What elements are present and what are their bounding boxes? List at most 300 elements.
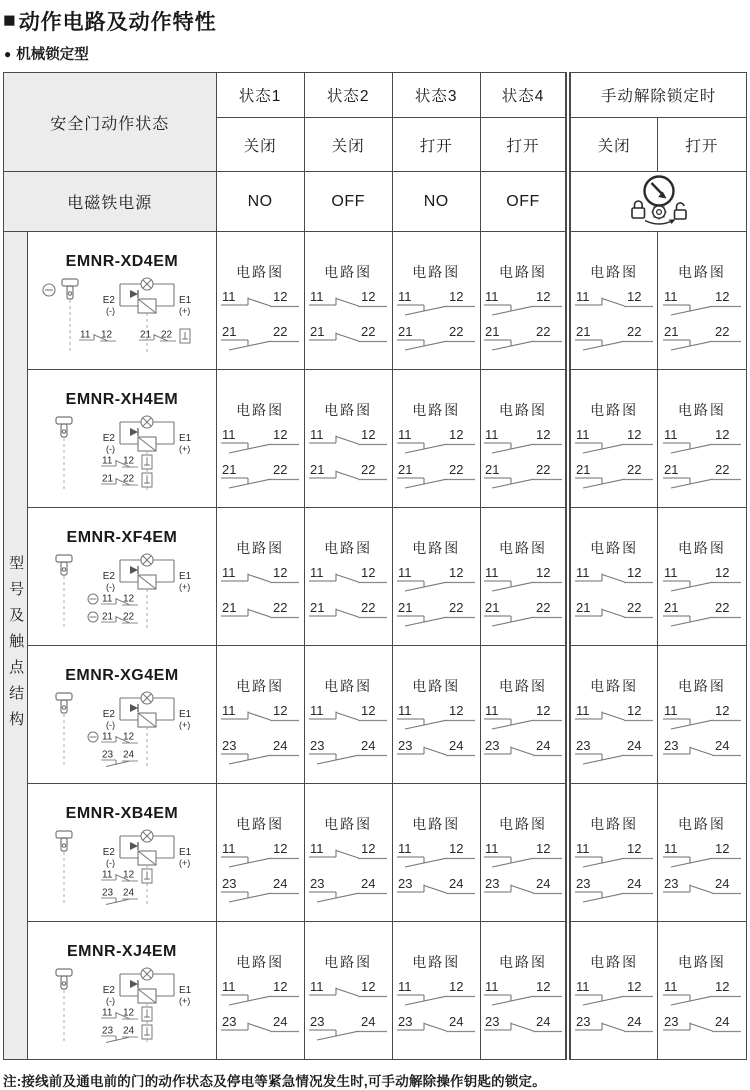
svg-text:E2: E2	[102, 709, 115, 720]
open-padlock-icon	[674, 203, 686, 219]
svg-text:11: 11	[222, 427, 236, 442]
svg-text:11: 11	[398, 703, 412, 718]
contact-diagram-23-24-open	[309, 738, 387, 768]
circuit-cell	[657, 646, 746, 784]
svg-text:24: 24	[714, 876, 730, 891]
circuit-cell	[216, 646, 304, 784]
model-name: EMNR-XD4EM	[65, 253, 179, 270]
svg-text:11: 11	[485, 289, 499, 304]
svg-text:12: 12	[361, 427, 376, 442]
contact-diagram-11-12-open	[397, 703, 475, 733]
svg-text:12: 12	[449, 703, 464, 718]
circuit-diagram-label: 电路图	[324, 816, 373, 832]
svg-text:21: 21	[222, 600, 237, 615]
svg-text:E1: E1	[178, 847, 192, 858]
model-cell	[28, 646, 216, 784]
svg-text:(+): (+)	[178, 306, 191, 316]
svg-text:21: 21	[576, 462, 591, 477]
svg-text:22: 22	[536, 462, 551, 477]
circuit-cell	[568, 508, 657, 646]
svg-text:11: 11	[576, 841, 590, 856]
contact-diagram-23-24-closed	[484, 876, 562, 906]
svg-text:21: 21	[485, 462, 500, 477]
circuit-diagram-label: 电路图	[590, 816, 639, 832]
contact-diagram-11-12-closed	[575, 703, 653, 733]
subtitle-text: 机械锁定型	[16, 47, 89, 63]
page-title-text: 动作电路及动作特性	[18, 11, 217, 34]
model-row-EMNR-XH4EM	[4, 370, 747, 508]
state-1-header: 状态1	[216, 73, 304, 118]
svg-text:21: 21	[663, 324, 679, 339]
lamp-icon	[141, 416, 153, 428]
model-name: EMNR-XJ4EM	[66, 943, 177, 960]
svg-text:11: 11	[398, 427, 412, 442]
svg-text:12: 12	[627, 427, 642, 442]
svg-text:11: 11	[576, 703, 590, 718]
contact-diagram-21-22-open	[397, 600, 475, 630]
model-row-EMNR-XG4EM	[4, 646, 747, 784]
svg-text:24: 24	[273, 738, 288, 753]
door-state-3: 打开	[392, 118, 480, 172]
svg-text:21: 21	[485, 600, 500, 615]
svg-text:21: 21	[101, 473, 114, 485]
model-schematic	[36, 825, 208, 907]
svg-text:11: 11	[398, 565, 412, 580]
model-schematic	[36, 687, 208, 769]
svg-text:E2: E2	[102, 433, 115, 444]
contact-diagram-11-12-closed	[309, 703, 387, 733]
bullet-marker: ●	[4, 46, 12, 61]
state-4-header: 状态4	[480, 73, 568, 118]
svg-text:12: 12	[122, 869, 135, 881]
contact-diagram-11-12-open	[663, 289, 741, 319]
circuit-diagram-label: 电路图	[324, 954, 373, 970]
contact-diagram-11-12-open	[221, 841, 299, 871]
svg-text:24: 24	[536, 1014, 551, 1029]
circuit-cell	[304, 646, 392, 784]
svg-text:11: 11	[310, 427, 324, 442]
circuit-diagram-label: 电路图	[677, 816, 726, 832]
circuit-diagram-label: 电路图	[590, 678, 639, 694]
svg-text:12: 12	[273, 289, 288, 304]
contact-diagram-21-22-open	[484, 462, 562, 492]
door-action-state-header: 安全门动作状态	[4, 73, 217, 172]
power-state-4: OFF	[480, 172, 568, 232]
circuit-diagram-label: 电路图	[236, 540, 285, 556]
svg-text:22: 22	[449, 462, 464, 477]
circuit-diagram-label: 电路图	[412, 954, 461, 970]
svg-text:12: 12	[714, 289, 730, 304]
contact-diagram-21-22-closed	[309, 462, 387, 492]
svg-text:22: 22	[273, 462, 288, 477]
svg-text:E2: E2	[102, 571, 115, 582]
door-state-1: 关闭	[216, 118, 304, 172]
circuit-cell	[480, 646, 568, 784]
contact-diagram-23-24-open	[309, 1014, 387, 1044]
lamp-icon	[141, 554, 153, 566]
svg-text:24: 24	[449, 876, 464, 891]
svg-text:11: 11	[101, 455, 113, 467]
svg-text:23: 23	[101, 1025, 114, 1037]
svg-text:11: 11	[485, 427, 499, 442]
svg-text:24: 24	[361, 738, 376, 753]
svg-text:21: 21	[398, 462, 413, 477]
contact-diagram-11-12-open	[397, 427, 475, 457]
contact-diagram-21-22-open	[484, 600, 562, 630]
svg-text:E2: E2	[102, 847, 115, 858]
model-name: EMNR-XH4EM	[65, 391, 179, 408]
circuit-diagram-label: 电路图	[590, 540, 639, 556]
contact-diagram-11-12-open	[397, 289, 475, 319]
circuit-diagram-label: 电路图	[590, 402, 639, 418]
contact-diagram-11-12-open	[397, 841, 475, 871]
circuit-cell	[568, 646, 657, 784]
circuit-cell	[657, 508, 746, 646]
svg-text:22: 22	[122, 611, 135, 623]
solenoid-power-row	[4, 172, 747, 232]
svg-text:(-): (-)	[105, 720, 115, 730]
contact-diagram-21-22-closed	[221, 600, 299, 630]
models-tbody	[4, 232, 747, 1060]
circuit-cell	[568, 922, 657, 1060]
contact-diagram-11-12-open	[663, 841, 741, 871]
svg-text:12: 12	[536, 427, 551, 442]
svg-text:24: 24	[361, 1014, 376, 1029]
diode-icon	[130, 980, 138, 988]
rotate-arrow-icon	[645, 221, 673, 225]
svg-text:24: 24	[536, 876, 551, 891]
contact-diagram-23-24-closed	[663, 876, 741, 906]
svg-text:12: 12	[536, 289, 551, 304]
svg-text:E1: E1	[178, 571, 192, 582]
circuit-diagram-label: 电路图	[324, 540, 373, 556]
svg-text:22: 22	[536, 324, 551, 339]
circuit-diagram-label: 电路图	[324, 402, 373, 418]
svg-text:24: 24	[449, 1014, 464, 1029]
svg-text:(-): (-)	[105, 444, 115, 454]
circuit-diagram-label: 电路图	[499, 678, 548, 694]
key-icon	[62, 279, 78, 299]
svg-text:22: 22	[627, 462, 642, 477]
circuit-diagram-label: 电路图	[236, 264, 285, 280]
contact-diagram-23-24-closed	[663, 1014, 741, 1044]
svg-text:23: 23	[310, 1014, 325, 1029]
contact-diagram-11-12-closed	[309, 841, 387, 871]
svg-text:23: 23	[663, 738, 679, 753]
svg-text:11: 11	[222, 565, 236, 580]
svg-text:23: 23	[663, 876, 679, 891]
circuit-cell	[392, 922, 480, 1060]
svg-text:24: 24	[273, 1014, 288, 1029]
contact-diagram-23-24-closed	[397, 876, 475, 906]
svg-text:22: 22	[714, 462, 730, 477]
svg-text:12: 12	[273, 841, 288, 856]
svg-text:(-): (-)	[105, 582, 115, 592]
circuit-cell	[216, 508, 304, 646]
contact-diagram-11-12-open	[663, 427, 741, 457]
contact-diagram-23-24-open	[309, 876, 387, 906]
door-state-4: 打开	[480, 118, 568, 172]
svg-text:21: 21	[398, 600, 413, 615]
svg-text:(+): (+)	[178, 996, 191, 1006]
door-state-2: 关闭	[304, 118, 392, 172]
svg-text:21: 21	[310, 600, 325, 615]
svg-text:23: 23	[222, 1014, 237, 1029]
svg-text:21: 21	[398, 324, 413, 339]
svg-text:24: 24	[273, 876, 288, 891]
contact-diagram-21-22-open	[663, 462, 741, 492]
svg-text:12: 12	[122, 455, 135, 467]
svg-text:23: 23	[576, 738, 591, 753]
contact-diagram-11-12-open	[484, 427, 562, 457]
svg-text:21: 21	[485, 324, 500, 339]
svg-text:12: 12	[273, 565, 288, 580]
model-schematic	[36, 963, 208, 1045]
circuit-diagram-label: 电路图	[236, 816, 285, 832]
contact-diagram-21-22-open	[484, 324, 562, 354]
svg-text:24: 24	[361, 876, 376, 891]
svg-text:E1: E1	[178, 295, 192, 306]
contact-diagram-23-24-open	[575, 738, 653, 768]
svg-text:22: 22	[714, 324, 730, 339]
manual-unlock-key-rotate-icon	[613, 172, 705, 226]
svg-text:11: 11	[310, 289, 324, 304]
svg-text:24: 24	[714, 738, 730, 753]
diode-icon	[130, 704, 138, 712]
circuit-diagram-label: 电路图	[677, 540, 726, 556]
model-cell	[28, 784, 216, 922]
contact-diagram-11-12-open	[663, 703, 741, 733]
circuit-cell	[657, 922, 746, 1060]
circuit-cell	[480, 508, 568, 646]
contact-diagram-11-12-open	[484, 565, 562, 595]
solenoid-icon	[138, 437, 156, 451]
solenoid-circuit-icon	[120, 968, 174, 996]
svg-text:24: 24	[122, 887, 135, 899]
circuit-cell	[392, 508, 480, 646]
circuit-diagram-label: 电路图	[677, 954, 726, 970]
solenoid-icon	[138, 299, 156, 313]
svg-text:E2: E2	[102, 295, 115, 306]
contact-diagram-11-12-open	[575, 841, 653, 871]
circuit-cell	[657, 232, 746, 370]
contact-diagram-11-12-closed	[221, 289, 299, 319]
svg-text:11: 11	[310, 565, 324, 580]
svg-text:E1: E1	[178, 709, 192, 720]
contact-diagram-23-24-open	[221, 876, 299, 906]
solenoid-circuit-icon	[120, 830, 174, 858]
manual-door-open: 打开	[657, 118, 746, 172]
circuit-cell	[304, 784, 392, 922]
svg-text:23: 23	[222, 876, 237, 891]
model-name: EMNR-XF4EM	[66, 529, 178, 546]
svg-text:11: 11	[222, 289, 236, 304]
svg-text:21: 21	[139, 329, 152, 341]
circuit-cell	[304, 922, 392, 1060]
svg-text:23: 23	[576, 876, 591, 891]
lamp-icon	[141, 830, 153, 842]
circuit-diagram-label: 电路图	[236, 678, 285, 694]
contact-diagram-21-22-open	[575, 462, 653, 492]
action-circuit-table	[3, 72, 747, 1060]
svg-text:12: 12	[627, 841, 642, 856]
svg-text:(-): (-)	[105, 306, 115, 316]
contact-diagram-11-12-closed	[309, 427, 387, 457]
svg-text:11: 11	[663, 703, 678, 718]
svg-text:12: 12	[714, 979, 730, 994]
circuit-diagram-label: 电路图	[499, 954, 548, 970]
svg-text:23: 23	[663, 1014, 679, 1029]
key-icon	[56, 693, 72, 713]
circuit-diagram-label: 电路图	[324, 678, 373, 694]
solenoid-circuit-icon	[120, 278, 174, 306]
svg-text:12: 12	[627, 703, 642, 718]
contact-diagram-11-12-open	[484, 703, 562, 733]
svg-text:(-): (-)	[105, 996, 115, 1006]
svg-text:12: 12	[122, 1007, 135, 1019]
svg-text:22: 22	[714, 600, 730, 615]
svg-text:11: 11	[101, 1007, 113, 1019]
svg-text:12: 12	[536, 841, 551, 856]
circuit-cell	[216, 232, 304, 370]
svg-text:E1: E1	[178, 985, 192, 996]
model-row-EMNR-XJ4EM	[4, 922, 747, 1060]
closed-padlock-icon	[632, 201, 645, 218]
contact-diagram-11-12-open	[484, 289, 562, 319]
svg-text:12: 12	[361, 841, 376, 856]
svg-text:22: 22	[536, 600, 551, 615]
circuit-cell	[304, 232, 392, 370]
circuit-diagram-label: 电路图	[677, 264, 726, 280]
circuit-diagram-label: 电路图	[412, 678, 461, 694]
circuit-diagram-label: 电路图	[590, 264, 639, 280]
contact-diagram-11-12-open	[663, 979, 741, 1009]
svg-text:24: 24	[449, 738, 464, 753]
svg-text:11: 11	[576, 565, 590, 580]
model-cell	[28, 922, 216, 1060]
manual-door-closed: 关闭	[568, 118, 657, 172]
state-header-row	[4, 73, 747, 118]
svg-text:22: 22	[160, 329, 173, 341]
contact-diagram-21-22-closed	[309, 600, 387, 630]
contact-diagram-21-22-open	[397, 324, 475, 354]
contact-diagram-21-22-closed	[575, 600, 653, 630]
model-cell	[28, 232, 216, 370]
key-icon	[56, 417, 72, 437]
svg-text:12: 12	[449, 979, 464, 994]
solenoid-circuit-icon	[120, 692, 174, 720]
svg-text:21: 21	[101, 611, 114, 623]
diode-icon	[130, 566, 138, 574]
circuit-diagram-label: 电路图	[236, 954, 285, 970]
svg-text:11: 11	[79, 329, 91, 341]
svg-text:12: 12	[449, 427, 464, 442]
svg-text:(+): (+)	[178, 444, 191, 454]
svg-text:22: 22	[273, 324, 288, 339]
svg-text:22: 22	[361, 600, 376, 615]
svg-text:11: 11	[485, 979, 499, 994]
solenoid-circuit-icon	[120, 416, 174, 444]
svg-text:12: 12	[361, 289, 376, 304]
circuit-cell	[480, 370, 568, 508]
section-subtitle	[4, 43, 747, 64]
contact-diagram-11-12-open	[221, 979, 299, 1009]
circuit-cell	[568, 784, 657, 922]
side-label-cell	[4, 232, 28, 1060]
svg-text:(+): (+)	[178, 720, 191, 730]
contact-diagram-23-24-closed	[484, 738, 562, 768]
contact-diagram-11-12-closed	[575, 565, 653, 595]
circuit-cell	[657, 370, 746, 508]
svg-text:23: 23	[101, 749, 114, 761]
svg-text:11: 11	[576, 979, 590, 994]
svg-text:11: 11	[398, 841, 412, 856]
svg-text:E1: E1	[178, 433, 192, 444]
svg-text:11: 11	[663, 841, 678, 856]
svg-text:22: 22	[627, 600, 642, 615]
svg-text:12: 12	[714, 565, 730, 580]
svg-text:24: 24	[627, 738, 642, 753]
contact-diagram-23-24-closed	[575, 1014, 653, 1044]
svg-text:23: 23	[398, 738, 413, 753]
power-state-2: OFF	[304, 172, 392, 232]
svg-text:12: 12	[449, 565, 464, 580]
svg-text:11: 11	[398, 979, 412, 994]
svg-text:23: 23	[398, 1014, 413, 1029]
power-state-3: NO	[392, 172, 480, 232]
svg-text:23: 23	[310, 876, 325, 891]
model-schematic	[36, 411, 208, 493]
svg-text:12: 12	[273, 703, 288, 718]
svg-text:23: 23	[485, 876, 500, 891]
svg-text:E2: E2	[102, 985, 115, 996]
circuit-cell	[480, 784, 568, 922]
circuit-diagram-label: 电路图	[236, 402, 285, 418]
contact-diagram-11-12-closed	[309, 565, 387, 595]
svg-text:(+): (+)	[178, 582, 191, 592]
svg-text:12: 12	[122, 593, 135, 605]
svg-text:23: 23	[310, 738, 325, 753]
page-title	[3, 6, 747, 36]
contact-diagram-11-12-open	[575, 427, 653, 457]
key-icon	[56, 555, 72, 575]
svg-text:12: 12	[361, 979, 376, 994]
svg-text:11: 11	[485, 565, 499, 580]
svg-text:11: 11	[222, 703, 236, 718]
circuit-diagram-label: 电路图	[590, 954, 639, 970]
svg-text:21: 21	[310, 462, 325, 477]
power-state-1: NO	[216, 172, 304, 232]
model-cell	[28, 370, 216, 508]
forced-guided-contact-icon	[180, 329, 190, 343]
key-icon	[56, 969, 72, 989]
contact-diagram-21-22-open	[221, 462, 299, 492]
svg-text:12: 12	[273, 979, 288, 994]
svg-text:12: 12	[100, 329, 113, 341]
svg-text:(+): (+)	[178, 858, 191, 868]
svg-text:11: 11	[576, 427, 590, 442]
svg-text:24: 24	[122, 1025, 135, 1037]
solenoid-icon	[138, 575, 156, 589]
contact-diagram-11-12-open	[575, 979, 653, 1009]
footnote: 注:接线前及通电前的门的动作状态及停电等紧急情况发生时,可手动解除操作钥匙的锁定。	[3, 1074, 546, 1089]
side-label: 型号及触点结构	[7, 554, 25, 737]
svg-text:11: 11	[663, 289, 678, 304]
svg-text:24: 24	[627, 876, 642, 891]
svg-text:12: 12	[273, 427, 288, 442]
lamp-icon	[141, 278, 153, 290]
contact-diagram-23-24-closed	[663, 738, 741, 768]
